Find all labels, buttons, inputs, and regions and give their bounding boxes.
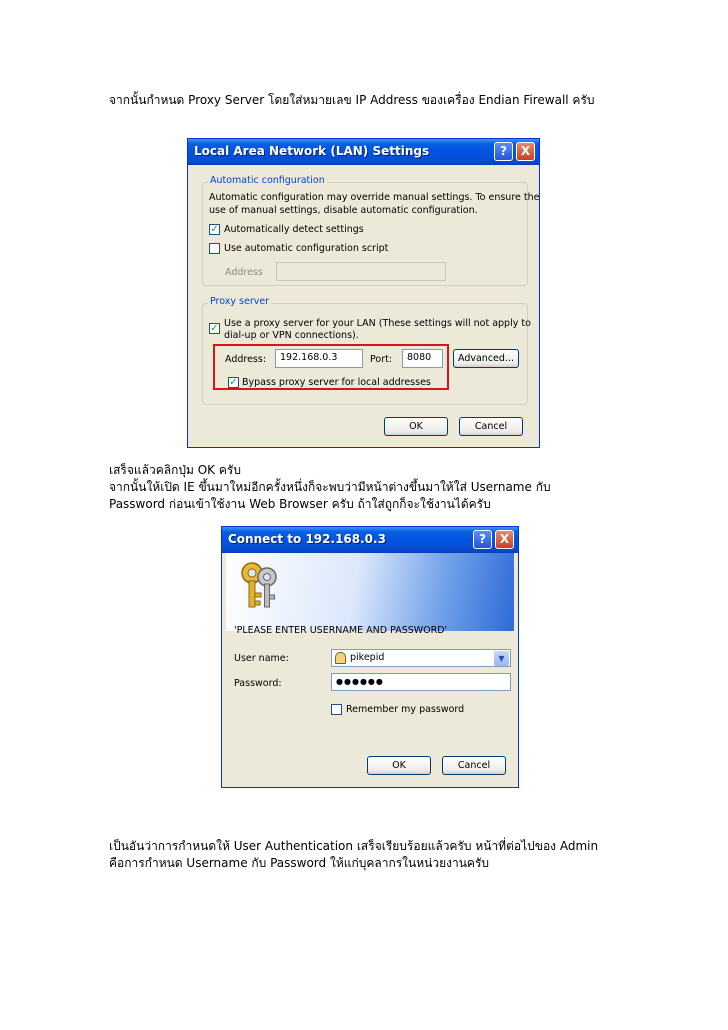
check-icon: ✓: [229, 377, 238, 388]
instruction-line-2: จากนั้นให้เปิด IE ขึ้นมาใหม่อีกครั้งหนึ่งก็จะพบว่ามีหน้าต่างขึ้นมาให้ใส่ Username กับ: [109, 480, 551, 494]
user-icon: [335, 652, 346, 664]
connect-dialog: [221, 526, 519, 788]
conclusion-line-1: เป็นอันว่าการกำหนดให้ User Authentication เสร็จเรียบร้อยแล้วครับ หน้าที่ต่อไปของ Admin: [109, 839, 599, 853]
connect-dialog-title: Connect to 192.168.0.3: [228, 532, 386, 546]
instruction-paragraph: [109, 462, 551, 513]
auto-detect-checkbox[interactable]: [209, 224, 220, 235]
close-button[interactable]: X: [495, 530, 514, 549]
cancel-button[interactable]: Cancel: [442, 756, 506, 775]
remember-checkbox[interactable]: [331, 704, 342, 715]
auto-script-checkbox[interactable]: [209, 243, 220, 254]
use-proxy-checkbox[interactable]: [209, 323, 220, 334]
script-address-input[interactable]: [276, 262, 446, 281]
use-proxy-label-2[interactable]: dial-up or VPN connections).: [224, 330, 359, 341]
advanced-button[interactable]: Advanced...: [453, 349, 519, 368]
port-input[interactable]: 8080: [402, 349, 443, 368]
proxy-address-label: Address:: [225, 354, 267, 365]
instruction-line-1: เสร็จแล้วคลิกปุ่ม OK ครับ: [109, 463, 241, 477]
port-label: Port:: [370, 354, 393, 365]
auto-config-group-label: Automatic configuration: [210, 175, 325, 186]
help-button[interactable]: ?: [494, 142, 513, 161]
cancel-button[interactable]: Cancel: [459, 417, 523, 436]
bypass-checkbox[interactable]: [228, 377, 239, 388]
proxy-address-input[interactable]: 192.168.0.3: [275, 349, 363, 368]
help-button[interactable]: ?: [473, 530, 492, 549]
intro-paragraph: [109, 92, 595, 109]
ok-button[interactable]: OK: [367, 756, 431, 775]
username-value: pikepid: [350, 652, 385, 663]
check-icon: ✓: [210, 224, 219, 235]
proxy-server-group-label: Proxy server: [210, 296, 270, 307]
bypass-label[interactable]: Bypass proxy server for local addresses: [242, 377, 431, 388]
check-icon: ✓: [210, 323, 219, 334]
address-label: Address: [225, 267, 263, 278]
auto-detect-label[interactable]: Automatically detect settings: [224, 224, 364, 235]
auto-script-label[interactable]: Use automatic configuration script: [224, 243, 389, 254]
realm-text: 'PLEASE ENTER USERNAME AND PASSWORD': [234, 625, 448, 636]
auto-config-desc-1: Automatic configuration may override manual settings. To ensure the: [209, 192, 540, 203]
remember-label[interactable]: Remember my password: [346, 704, 465, 715]
lan-dialog-titlebar[interactable]: [188, 139, 539, 165]
conclusion-line-2: คือการกำหนด Username กับ Password ให้แก่บุคลากรในหน่วยงานครับ: [109, 856, 490, 870]
lan-settings-dialog: [187, 138, 540, 448]
use-proxy-label-1[interactable]: Use a proxy server for your LAN (These settings will not apply to: [224, 318, 531, 329]
chevron-down-icon[interactable]: ▼: [494, 651, 509, 666]
instruction-line-3: Password ก่อนเข้าใช้งาน Web Browser ครับ ถ้าใส่ถูกก็จะใช้งานได้ครับ: [109, 497, 491, 511]
connect-dialog-titlebar[interactable]: [222, 527, 518, 553]
lan-dialog-title: Local Area Network (LAN) Settings: [194, 144, 430, 158]
close-button[interactable]: X: [516, 142, 535, 161]
auto-config-desc-2: use of manual settings, disable automatic configuration.: [209, 205, 478, 216]
password-input[interactable]: ●●●●●●: [331, 673, 511, 691]
username-label: User name:: [234, 653, 289, 664]
intro-text: จากนั้นกำหนด Proxy Server โดยใส่หมายเลข IP Address ของเครื่อง Endian Firewall ครับ: [109, 93, 595, 107]
password-label: Password:: [234, 678, 282, 689]
ok-button[interactable]: OK: [384, 417, 448, 436]
username-combo[interactable]: [331, 649, 511, 667]
conclusion-paragraph: [109, 838, 598, 872]
keys-icon: [236, 559, 282, 613]
